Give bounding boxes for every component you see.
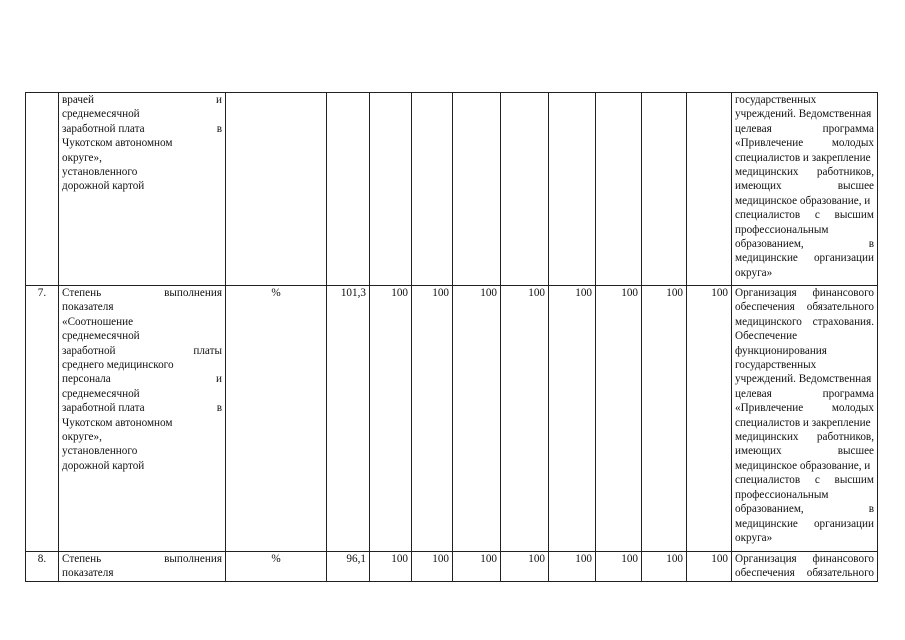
program-description-line xyxy=(735,444,874,458)
indicator-name-line: среднего медицинского xyxy=(62,359,174,372)
indicator-name-line: «Соотношение xyxy=(62,315,134,328)
indicator-name-word: выполнения xyxy=(164,287,222,299)
indicator-name-word: платы xyxy=(193,344,222,357)
indicator-name-line: среднемесячной xyxy=(62,330,140,343)
indicator-name-line xyxy=(62,344,222,358)
program-description-word: целевая xyxy=(735,387,772,400)
value-cell: 101,3 xyxy=(327,286,370,552)
program-description-word: молодых xyxy=(831,137,874,150)
indicator-name-word: в xyxy=(216,402,222,415)
program-description-line: Обеспечение xyxy=(735,330,798,343)
value-cell xyxy=(327,93,370,286)
value-cell xyxy=(370,93,412,286)
indicator-name-line: дорожной картой xyxy=(62,180,145,193)
indicator-name-word: заработной xyxy=(62,344,116,357)
program-description-line: округа» xyxy=(735,531,773,544)
table-row xyxy=(26,286,878,552)
program-description-line: функционирования xyxy=(735,344,827,357)
program-description-line: учреждений. Ведомственная xyxy=(735,108,872,121)
program-description-word: высшее xyxy=(837,445,874,458)
program-description-word: медицинского xyxy=(735,315,802,328)
program-description-line xyxy=(735,387,874,401)
indicator-name-line xyxy=(62,552,222,566)
program-description-word: с xyxy=(814,209,820,222)
program-description-word: обеспечения xyxy=(735,567,795,580)
program-description-word: организации xyxy=(813,517,874,530)
unit-cell xyxy=(226,93,327,286)
indicator-name-line xyxy=(62,122,222,136)
program-description-word: медицинских xyxy=(735,431,799,444)
program-description-word: обеспечения xyxy=(735,301,795,314)
value-cell: 100 xyxy=(501,552,549,582)
value-cell: 100 xyxy=(549,552,596,582)
row-number-cell: 7. xyxy=(26,286,59,552)
indicator-name-line: показателя xyxy=(62,567,114,580)
unit-cell: % xyxy=(226,552,327,582)
program-description-word: высшим xyxy=(834,474,874,487)
value-cell: 100 xyxy=(687,552,732,582)
indicator-name-word: и xyxy=(216,94,222,106)
indicator-name-word: Степень xyxy=(62,287,102,299)
program-description-line xyxy=(735,552,874,566)
indicator-name-line: установленного xyxy=(62,445,138,458)
program-description-cell xyxy=(732,286,878,552)
table-body xyxy=(26,93,878,582)
value-cell: 100 xyxy=(453,286,501,552)
indicator-name-line: Чукотском автономном xyxy=(62,416,173,429)
indicator-name-word: выполнения xyxy=(164,553,222,565)
program-description-line xyxy=(735,315,874,329)
value-cell: 100 xyxy=(549,286,596,552)
indicator-name-word: персонала xyxy=(62,373,111,386)
program-description-line xyxy=(735,122,874,136)
program-description-word: молодых xyxy=(831,402,874,415)
indicator-name-line: дорожной картой xyxy=(62,459,145,472)
program-description-line xyxy=(735,566,874,580)
value-cell: 100 xyxy=(596,286,642,552)
program-description-line xyxy=(735,430,874,444)
program-description-word: специалистов xyxy=(735,474,801,487)
value-cell: 100 xyxy=(370,552,412,582)
indicator-name-cell xyxy=(59,552,226,582)
program-description-line xyxy=(735,165,874,179)
value-cell xyxy=(596,93,642,286)
indicator-name-line: установленного xyxy=(62,166,138,179)
indicator-name-word: Степень xyxy=(62,553,102,565)
row-number-cell xyxy=(26,93,59,286)
program-description-word: работников, xyxy=(816,431,874,444)
value-cell xyxy=(501,93,549,286)
program-description-word: финансового xyxy=(812,553,874,565)
program-description-line xyxy=(735,517,874,531)
program-description-word: в xyxy=(868,503,874,516)
program-description-word: обязательного xyxy=(806,567,874,580)
indicator-name-line xyxy=(62,286,222,300)
value-cell xyxy=(549,93,596,286)
value-cell: 96,1 xyxy=(327,552,370,582)
value-cell: 100 xyxy=(501,286,549,552)
program-description-line xyxy=(735,502,874,516)
document-page xyxy=(25,92,878,582)
indicator-name-line: округе», xyxy=(62,151,102,164)
indicator-name-word: заработной плата xyxy=(62,402,145,415)
program-description-word: организации xyxy=(813,252,874,265)
unit-cell: % xyxy=(226,286,327,552)
program-description-word: финансового xyxy=(812,287,874,299)
value-cell: 100 xyxy=(412,552,453,582)
indicator-name-line: среднемесячной xyxy=(62,387,140,400)
indicator-name-line: округе», xyxy=(62,431,102,444)
program-description-word: программа xyxy=(822,387,874,400)
program-description-line: медицинское образование, и xyxy=(735,194,871,207)
program-description-cell xyxy=(732,93,878,286)
program-description-word: программа xyxy=(822,122,874,135)
value-cell xyxy=(687,93,732,286)
indicator-name-line: Чукотском автономном xyxy=(62,137,173,150)
program-description-word: «Привлечение xyxy=(735,137,804,150)
program-description-cell xyxy=(732,552,878,582)
value-cell: 100 xyxy=(642,552,687,582)
program-description-word: образованием, xyxy=(735,238,804,251)
program-description-line: специалистов и закрепление xyxy=(735,416,871,429)
indicators-table xyxy=(25,92,878,582)
program-description-word: обязательного xyxy=(806,301,874,314)
program-description-word: специалистов xyxy=(735,209,801,222)
program-description-word: имеющих xyxy=(735,180,782,193)
program-description-line xyxy=(735,300,874,314)
program-description-word: высшее xyxy=(837,180,874,193)
value-cell: 100 xyxy=(596,552,642,582)
indicator-name-word: врачей xyxy=(62,94,94,106)
indicator-name-line xyxy=(62,93,222,107)
program-description-line: специалистов и закрепление xyxy=(735,151,871,164)
program-description-line xyxy=(735,179,874,193)
value-cell: 100 xyxy=(642,286,687,552)
value-cell: 100 xyxy=(370,286,412,552)
program-description-line: округа» xyxy=(735,266,773,279)
value-cell: 100 xyxy=(412,286,453,552)
program-description-word: в xyxy=(868,238,874,251)
indicator-name-line: показателя xyxy=(62,301,114,314)
table-row xyxy=(26,93,878,286)
program-description-line xyxy=(735,286,874,300)
indicator-name-cell xyxy=(59,286,226,552)
indicator-name-line xyxy=(62,372,222,386)
program-description-line: медицинское образование, и xyxy=(735,459,871,472)
indicator-name-cell xyxy=(59,93,226,286)
program-description-word: медицинские xyxy=(735,517,798,530)
program-description-line: учреждений. Ведомственная xyxy=(735,373,872,386)
program-description-word: работников, xyxy=(816,166,874,179)
program-description-word: медицинских xyxy=(735,166,799,179)
row-number-cell: 8. xyxy=(26,552,59,582)
program-description-word: целевая xyxy=(735,122,772,135)
program-description-line: профессиональным xyxy=(735,488,829,501)
program-description-line xyxy=(735,237,874,251)
indicator-name-word: заработной плата xyxy=(62,122,145,135)
program-description-line: профессиональным xyxy=(735,223,829,236)
program-description-line xyxy=(735,136,874,150)
program-description-line: государственных xyxy=(735,94,817,106)
program-description-word: с xyxy=(814,474,820,487)
program-description-word: имеющих xyxy=(735,445,782,458)
program-description-line xyxy=(735,473,874,487)
program-description-line: государственных xyxy=(735,359,817,372)
program-description-word: высшим xyxy=(834,209,874,222)
program-description-word: образованием, xyxy=(735,503,804,516)
program-description-word: «Привлечение xyxy=(735,402,804,415)
program-description-word: Организация xyxy=(735,553,797,565)
program-description-line xyxy=(735,251,874,265)
value-cell xyxy=(412,93,453,286)
value-cell: 100 xyxy=(687,286,732,552)
program-description-word: медицинские xyxy=(735,252,798,265)
indicator-name-word: в xyxy=(216,122,222,135)
value-cell xyxy=(453,93,501,286)
indicator-name-line xyxy=(62,401,222,415)
indicator-name-word: и xyxy=(216,373,222,386)
value-cell: 100 xyxy=(453,552,501,582)
program-description-line xyxy=(735,208,874,222)
value-cell xyxy=(642,93,687,286)
table-row xyxy=(26,552,878,582)
program-description-word: Организация xyxy=(735,287,797,299)
program-description-line xyxy=(735,401,874,415)
program-description-word: страхования. xyxy=(812,315,874,328)
indicator-name-line: среднемесячной xyxy=(62,108,140,121)
